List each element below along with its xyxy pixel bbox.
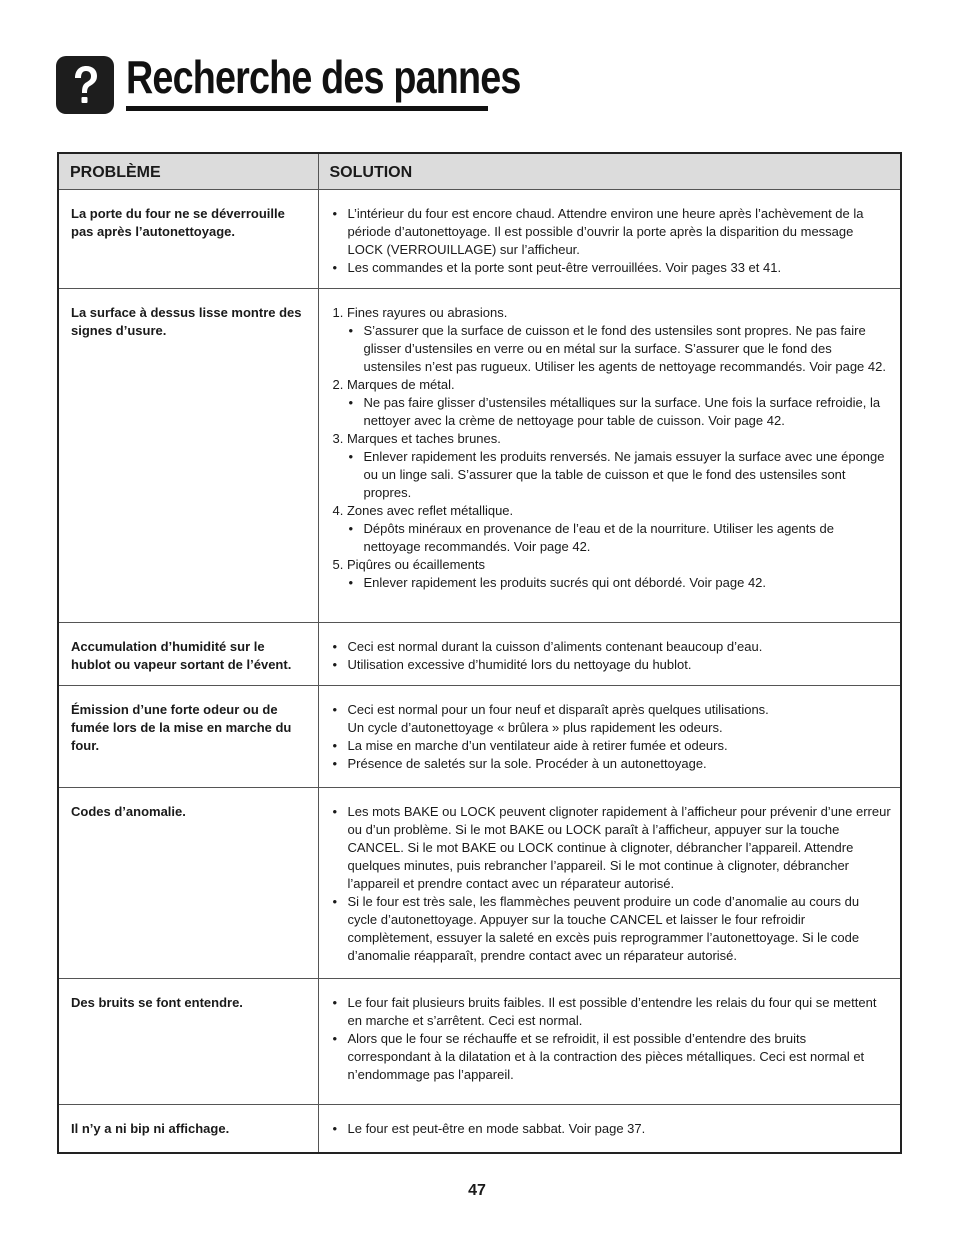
list-item xyxy=(331,502,893,556)
list-item: • Présence de saletés sur la sole. Procéder à un autonettoyage. xyxy=(331,755,893,773)
solution-cell xyxy=(318,979,901,1105)
list-item: • Enlever rapidement les produits renversés. Ne jamais essuyer la surface avec une éponge ou un linge sali. S’assurer que la table de cuisson et que le fond des ustensiles sont propres. xyxy=(347,448,893,502)
solution-list xyxy=(331,803,893,965)
page-number: 47 xyxy=(468,1182,486,1199)
solution-cell xyxy=(318,623,901,686)
step-label: 3. Marques et taches brunes. xyxy=(332,431,501,446)
list-item: • Enlever rapidement les produits sucrés qui ont débordé. Voir page 42. xyxy=(347,574,893,592)
list-item: • Le four est peut-être en mode sabbat. Voir page 37. xyxy=(331,1120,893,1138)
problem-cell: Accumulation d’humidité sur le hublot ou vapeur sortant de l’évent. xyxy=(58,623,318,686)
page-title: Recherche des pannes xyxy=(126,51,521,103)
solution-cell xyxy=(318,1105,901,1153)
problem-cell: La surface à dessus lisse montre des signes d’usure. xyxy=(58,289,318,623)
list-item xyxy=(331,376,893,430)
step-label: 2. Marques de métal. xyxy=(332,377,455,392)
solution-steps xyxy=(331,304,893,592)
title-underline xyxy=(126,106,488,111)
list-item xyxy=(331,430,893,502)
table-row xyxy=(58,1105,901,1153)
table-row xyxy=(58,686,901,788)
solution-list xyxy=(331,701,893,773)
table-row xyxy=(58,623,901,686)
list-item xyxy=(331,556,893,592)
solution-list xyxy=(331,994,893,1084)
problem-cell: Codes d’anomalie. xyxy=(58,788,318,979)
solution-list xyxy=(331,638,893,674)
list-item-line: Un cycle d’autonettoyage « brûlera » plus rapidement les odeurs. xyxy=(347,720,723,735)
list-item-line: • Ceci est normal pour un four neuf et disparaît après quelques utilisations. xyxy=(347,702,769,717)
table-header-row xyxy=(58,153,901,190)
problem-cell: La porte du four ne se déverrouille pas après l’autonettoyage. xyxy=(58,190,318,289)
list-item: • S’assurer que la surface de cuisson et le fond des ustensiles sont propres. Ne pas faire glisser d’ustensiles en verre ou en métal sur la surface. S’assurer que le fond des ustensiles n’est pas rugueux. Utiliser les agents de nettoyage recommandés. Voir page 42. xyxy=(347,322,893,376)
list-item xyxy=(331,304,893,376)
list-item: • Utilisation excessive d’humidité lors du nettoyage du hublot. xyxy=(331,656,893,674)
problem-cell: Il n’y a ni bip ni affichage. xyxy=(58,1105,318,1153)
list-item xyxy=(331,701,893,737)
solution-cell xyxy=(318,190,901,289)
solution-cell xyxy=(318,788,901,979)
list-item: • La mise en marche d’un ventilateur aide à retirer fumée et odeurs. xyxy=(331,737,893,755)
list-item: • Le four fait plusieurs bruits faibles. Il est possible d’entendre les relais du four qui se mettent en marche et s’arrêtent. Ceci est normal. xyxy=(331,994,893,1030)
list-item: • Ceci est normal durant la cuisson d’aliments contenant beaucoup d’eau. xyxy=(331,638,893,656)
step-label: 5. Piqûres ou écaillements xyxy=(332,557,485,572)
list-item: • Ne pas faire glisser d’ustensiles métalliques sur la surface. Une fois la surface refroidie, la nettoyer avec la crème de nettoyage pour table de cuisson. Voir page 42. xyxy=(347,394,893,430)
question-mark-icon xyxy=(56,56,114,114)
solution-cell xyxy=(318,686,901,788)
step-label: 1. Fines rayures ou abrasions. xyxy=(332,305,508,320)
list-item: • Dépôts minéraux en provenance de l’eau et de la nourriture. Utiliser les agents de nettoyage recommandés. Voir page 42. xyxy=(347,520,893,556)
table-row xyxy=(58,190,901,289)
troubleshooting-table xyxy=(57,152,902,1154)
list-item: • L’intérieur du four est encore chaud. Attendre environ une heure après l’achèvement de la période d’autonettoyage. Il est possible d’ouvrir la porte après la disparition du message LOCK (VERROUILLAGE) sur l’afficheur. xyxy=(331,205,893,259)
list-item: • Alors que le four se réchauffe et se refroidit, il est possible d’entendre des bruits correspondant à la dilatation et à la contraction des pièces métalliques. Ceci est normal et n’endommage pas l’appareil. xyxy=(331,1030,893,1084)
list-item: • Si le four est très sale, les flammèches peuvent produire un code d’anomalie au cours du cycle d’autonettoyage. Appuyer sur la touche CANCEL et laisser le four refroidir complètement, essuyer la saleté en excès puis reprogrammer l’autonettoyage. Si le code d’anomalie réapparaît, prendre contact avec un réparateur autorisé. xyxy=(331,893,893,965)
problem-cell: Émission d’une forte odeur ou de fumée lors de la mise en marche du four. xyxy=(58,686,318,788)
table-row xyxy=(58,788,901,979)
solution-list xyxy=(331,205,893,277)
step-label: 4. Zones avec reflet métallique. xyxy=(332,503,514,518)
list-item: • Les commandes et la porte sont peut-être verrouillées. Voir pages 33 et 41. xyxy=(331,259,893,277)
column-header-problem: PROBLÈME xyxy=(58,153,318,190)
problem-cell: Des bruits se font entendre. xyxy=(58,979,318,1105)
column-header-solution: SOLUTION xyxy=(318,153,901,190)
list-item: • Les mots BAKE ou LOCK peuvent clignoter rapidement à l’afficheur pour prévenir d’une erreur ou d’un problème. Si le mot BAKE ou LOCK paraît à l’afficheur, appuyer sur la touche CANCEL. Si le mot BAKE ou LOCK continue à clignoter, débrancher l’appareil. Attendre quelques minutes, puis rebrancher l’appareil. Si le mot continue à clignoter, débrancher l’appareil et prendre contact avec un réparateur autorisé. xyxy=(331,803,893,893)
table-row xyxy=(58,289,901,623)
solution-cell xyxy=(318,289,901,623)
table-row xyxy=(58,979,901,1105)
solution-list xyxy=(331,1120,893,1138)
